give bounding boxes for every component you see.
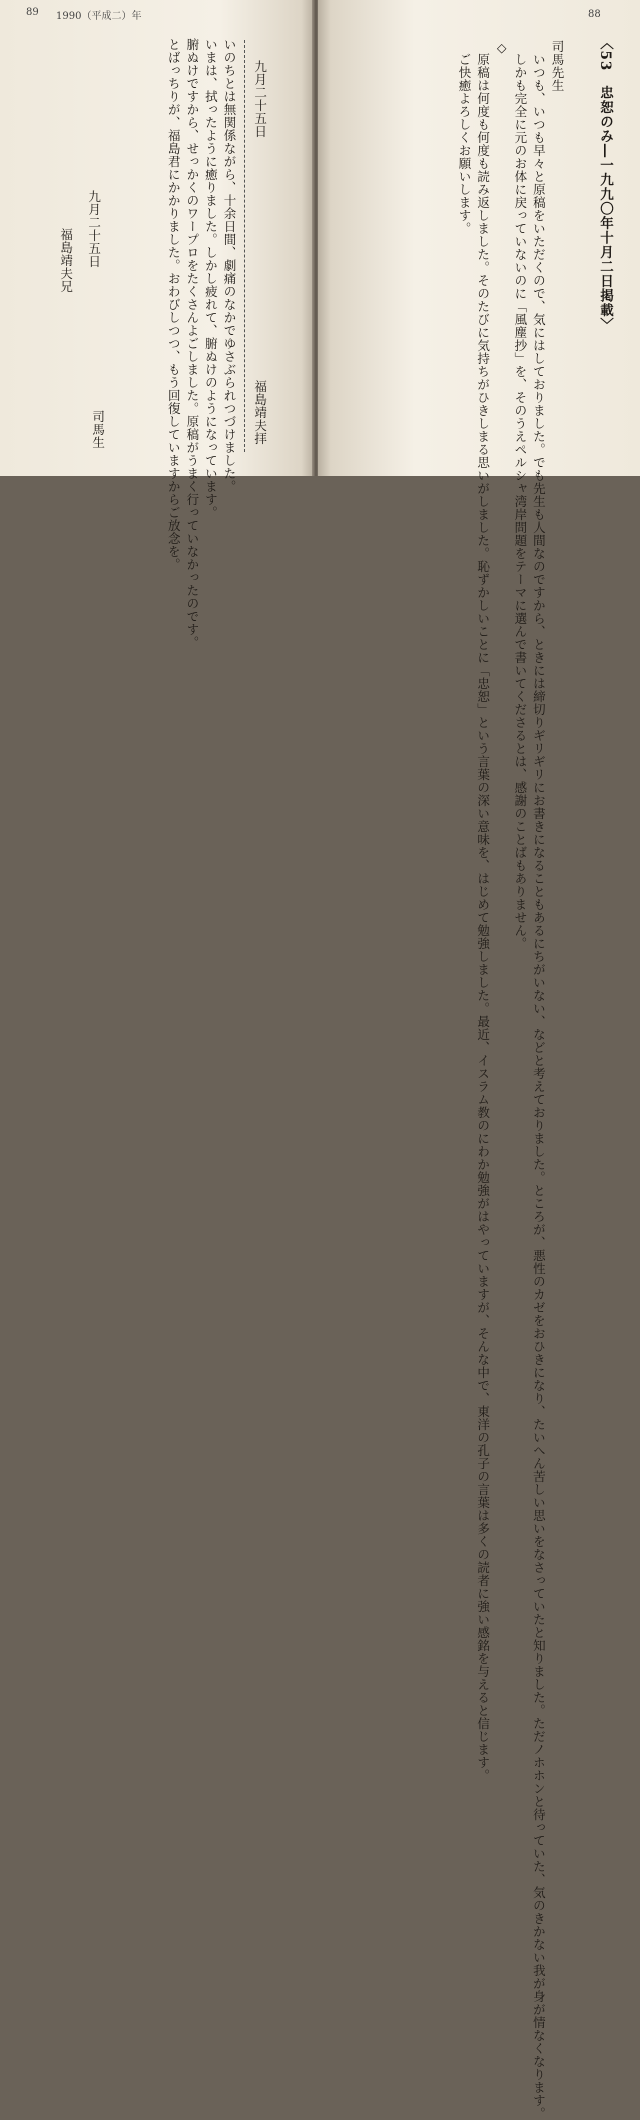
page-number-left: 89: [26, 7, 39, 18]
running-head: 1990（平成二）年: [56, 11, 142, 22]
right-letter-body: 司馬先生 いつも、いつも早々と原稿をいただくので、気にはしておりました。でも先生も人間なのですから、ときには締切りギリギリにお書きになることもあるにちがいない、などと考えておりました。ところが、悪性のカゼをおひきになり、たいへん苦しい思いをなさっていたと知りました。ただノホホンと待っていた、気のきかない我が身が情なくなります。 しかも完全に元のお体に戻っていないのに「風塵抄」を、そのうえペルシャ湾岸問題をテーマに選んで書いてくださるとは、感謝のことばもありません。 ◇ 原稿は何度も何度も読み返しました。そのたびに気持ちがひきしまる思いがしました。恥ずかしいことに「忠恕」という言葉の深い意味を、はじめて勉強しました。最近、イスラム教のにわか勉強がはやっていますが、そんな中で、東洋の孔子の言葉は多くの読者に強い感銘を与えると信じます。 ご快癒よろしくお願いします。: [457, 40, 565, 2120]
left-letter-date: 九月二十五日: [86, 190, 102, 268]
left-letter-body: いのちとは無関係ながら、十余日間、劇痛のなかでゆさぶられつづけました。 いまは、拭ったように癒りました。しかし疲れて、腑ぬけのようになっています。 腑ぬけですから、せっかくのワープロをたくさんよごしました。原稿がうまく行っていなかったのです。 とばっちりが、福島君にかかりました。おわびしつつ、もう回復していますからご放念を。: [166, 38, 237, 649]
right-page: [318, 0, 640, 2120]
addressee: 福島靖夫兄: [58, 228, 74, 293]
right-letter-signature: 福島靖夫拝: [252, 380, 268, 445]
article-heading: 〈53 忠恕のみ―一九九〇年十月二日掲載〉: [597, 36, 613, 333]
page-number-right: 88: [588, 9, 601, 20]
section-divider: [244, 40, 245, 452]
left-letter-signature: 司馬生: [90, 410, 106, 449]
left-page: [0, 0, 314, 649]
right-letter-date-cont: 九月二十五日: [252, 60, 268, 138]
